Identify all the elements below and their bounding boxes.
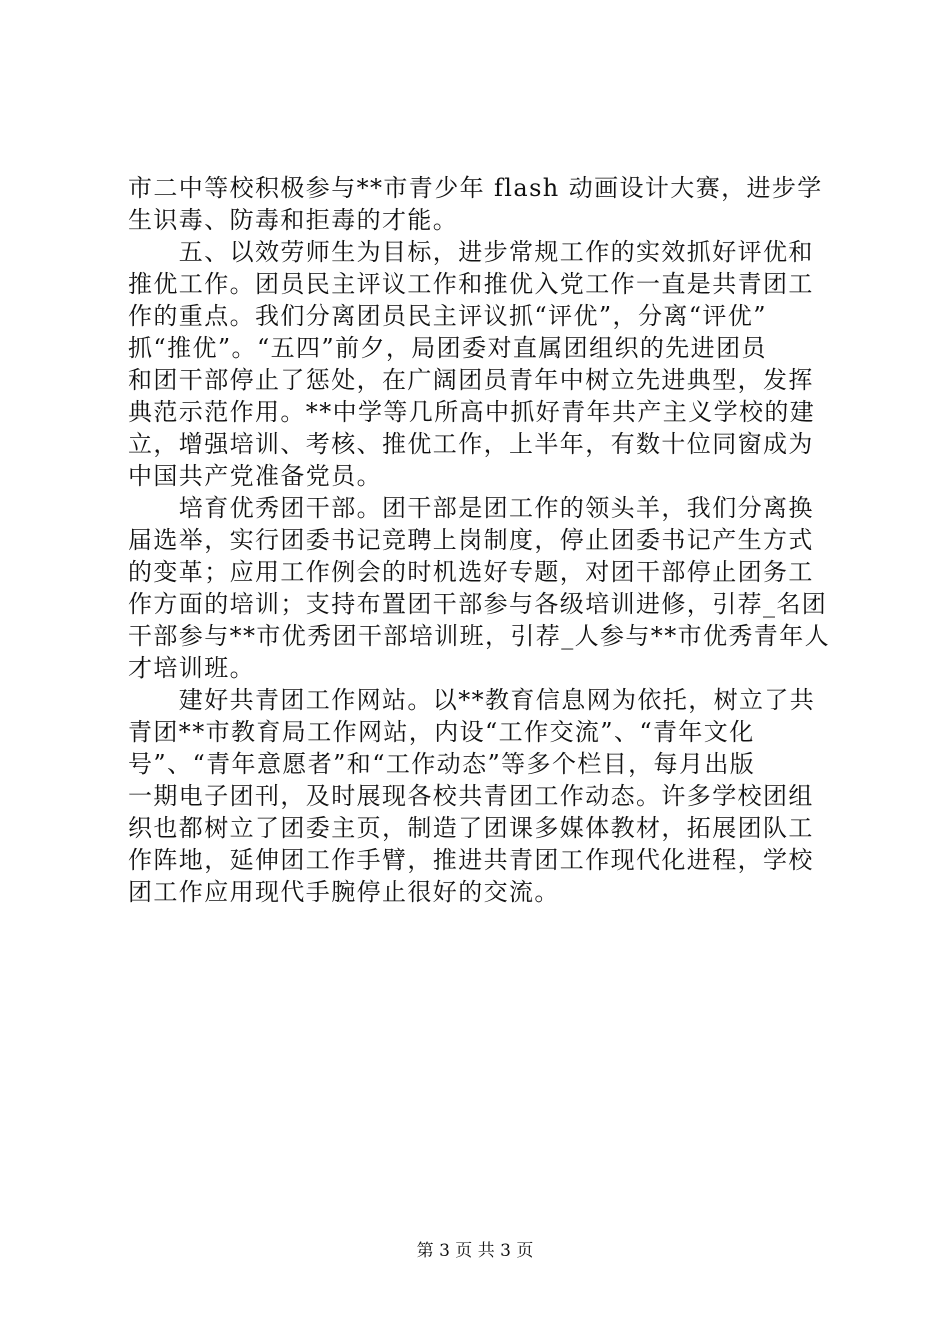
text-line: 市二中等校积极参与**市青少年 flash 动画设计大赛，进步学 [128,174,823,202]
text-line: 立，增强培训、考核、推优工作，上半年，有数十位同窗成为 [128,430,814,458]
text-line: 团工作应用现代手腕停止很好的交流。 [128,878,560,906]
text-line: 干部参与**市优秀团干部培训班，引荐_人参与**市优秀青年人 [128,622,830,650]
text-line: 作阵地，延伸团工作手臂，推进共青团工作现代化进程，学校 [128,846,814,874]
page-number: 第 3 页 共 3 页 [416,1241,534,1261]
text-line: 推优工作。团员民主评议工作和推优入党工作一直是共青团工 [128,270,814,298]
text-line: 抓“推优”。“五四”前夕，局团委对直属团组织的先进团员 [128,334,767,362]
text-line: 五、以效劳师生为目标，进步常规工作的实效抓好评优和 [128,238,814,266]
text-line: 生识毒、防毒和拒毒的才能。 [128,206,459,234]
text-line: 培育优秀团干部。团干部是团工作的领头羊，我们分离换 [128,494,814,522]
text-line: 作方面的培训；支持布置团干部参与各级培训进修，引荐_名团 [128,590,828,618]
text-line: 典范示范作用。**中学等几所高中抓好青年共产主义学校的建 [128,398,816,426]
body-text [128,172,838,908]
text-line: 和团干部停止了惩处，在广阔团员青年中树立先进典型，发挥 [128,366,814,394]
text-line: 才培训班。 [128,654,255,682]
text-line: 号”、“青年意愿者”和“工作动态”等多个栏目，每月出版 [128,750,756,778]
text-line: 的变革；应用工作例会的时机选好专题，对团干部停止团务工 [128,558,814,586]
text-line: 织也都树立了团委主页，制造了团课多媒体教材，拓展团队工 [128,814,814,842]
text-line: 中国共产党准备党员。 [128,462,382,490]
text-line: 建好共青团工作网站。以**教育信息网为依托，树立了共 [128,686,816,714]
text-line: 一期电子团刊，及时展现各校共青团工作动态。许多学校团组 [128,782,814,810]
text-line: 青团**市教育局工作网站，内设“工作交流”、“青年文化 [128,718,755,746]
text-line: 作的重点。我们分离团员民主评议抓“评优”，分离“评优” [128,302,767,330]
text-line: 届选举，实行团委书记竞聘上岗制度，停止团委书记产生方式 [128,526,814,554]
page-footer [0,1240,950,1262]
